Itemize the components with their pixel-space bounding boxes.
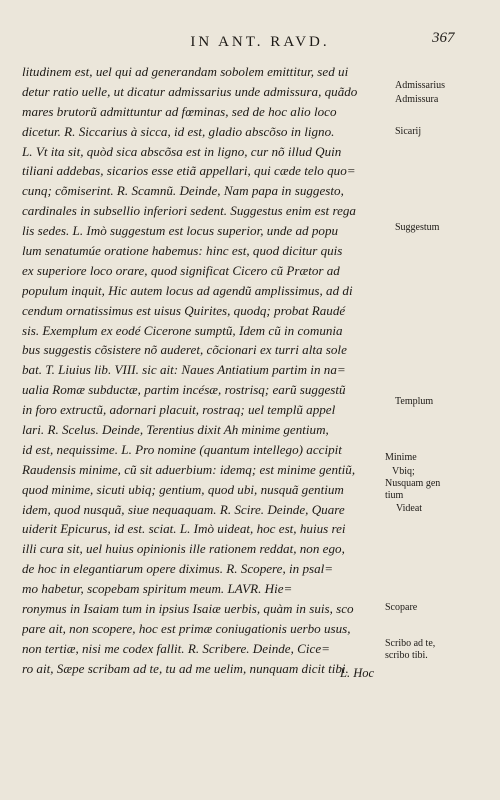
text-line: bat. T. Liuius lib. VIII. sic ait: Naues Antiatium partim in na= — [22, 362, 346, 378]
text-line: illi cura sit, uel huius opinionis ille rationem reddat, non ego, — [22, 541, 345, 557]
catchword: L. Hoc — [340, 666, 375, 680]
text-line: idem, quod nusquã, siue nequaquam. R. Scire. Deinde, Quare — [22, 501, 345, 517]
margin-note-scribo-ad-te: Scribo ad te, — [385, 638, 436, 649]
text-line: bus suggestis cõsistere nõ auderet, cõcionari ex turri alta sole — [22, 342, 347, 358]
text-line: cendum ornatissimus est uisus Quirites, quodq; probat Raudé — [22, 302, 346, 318]
text-line: sis. Exemplum ex eodé Cicerone sumptũ, Idem cũ in comunia — [22, 322, 343, 338]
text-line: L. Vt ita sit, quòd sica abscõsa est in ligno, cur nõ illud Quin — [22, 143, 342, 159]
text-line: pare ait, non scopere, hoc est primæ coniugationis uerbo usus, — [22, 620, 351, 636]
text-line: lum senatumúe oratione habemus: hinc est, quod dicitur quis — [22, 243, 343, 259]
text-line: lari. R. Scelus. Deinde, Terentius dixit Ah minime gentium, — [22, 422, 329, 438]
text-line: quod minime, sicuti ubiq; gentium, quod ubi, nusquã gentium — [22, 481, 344, 497]
margin-note-nusquam-gentium: Nusquam gen — [385, 478, 441, 489]
text-line: Raudensis minime, cũ sit aduerbium: idemq; est minime gentiũ, — [22, 461, 356, 477]
text-line: non tertiæ, nisi me codex fallit. R. Scribere. Deinde, Cice= — [22, 640, 330, 656]
text-line: cunq; cõmiserint. R. Scamnũ. Deinde, Nam papa in suggesto, — [22, 183, 344, 199]
margin-note-videat: Videat — [396, 503, 423, 514]
text-line: ualia Romæ subductæ, partim incésæ, rostrisq; earũ suggestũ — [22, 382, 346, 398]
text-line: de hoc in elegantiarum opere diximus. R. Scopere, in psal= — [22, 561, 334, 577]
running-title: IN ANT. RAVD. — [190, 34, 330, 50]
margin-note-templum: Templum — [395, 396, 434, 407]
margin-note-tium: tium — [385, 490, 404, 501]
text-line: cardinales in subsellio inferiori sedent. Suggestus enim est rega — [22, 203, 356, 219]
margin-note-scribo-tibi: scribo tibi. — [385, 650, 428, 661]
text-line: populum inquit, Hic autem locus ad agendũ amplissimus, ad di — [22, 282, 353, 298]
page-number: 367 — [432, 30, 455, 46]
margin-note-sicarij: Sicarij — [395, 126, 422, 137]
margin-note-minime: Minime — [385, 452, 417, 463]
text-line: mares brutorũ admittuntur ad fœminas, sed de hoc alio loco — [22, 103, 337, 119]
margin-note-ubique: Vbiq; — [392, 466, 415, 477]
text-line: ex superiore loco orare, quod significat Cicero cũ Prætor ad — [22, 262, 340, 278]
text-line: ronymus in Isaiam tum in ipsius Isaiæ uerbis, quàm in suis, sco — [22, 601, 354, 617]
text-line: detur ratio uelle, ut dicatur admissarius unde admissura, quãdo — [22, 83, 358, 99]
text-line: dicetur. R. Siccarius à sicca, id est, gladio abscõso in ligno. — [22, 123, 335, 139]
text-line: id est, nequissime. L. Pro nomine (quantum intellego) accipit — [22, 441, 342, 457]
text-line: uiderit Epicurus, id est. sciat. L. Imò uideat, hoc est, huius rei — [22, 521, 346, 537]
text-line: lis sedes. L. Imò suggestum est locus superior, unde ad popu — [22, 223, 339, 239]
margin-note-suggestum: Suggestum — [395, 222, 440, 233]
text-line: in foro extructũ, adornari placuit, rostraq; uel templũ appel — [22, 402, 336, 418]
text-line: mo habetur, scopebam spiritum meum. LAVR. Hie= — [22, 581, 293, 597]
margin-note-admissarius: Admissarius — [395, 80, 445, 91]
text-line: ro ait, Sæpe scribam ad te, tu ad me uelim, nunquam dicit tibi. — [22, 660, 349, 676]
text-line: tiliani addebas, sicarios esse etiã appellari, qui cæde telo quo= — [22, 163, 356, 179]
text-line: litudinem est, uel qui ad generandam sobolem emittitur, sed ui — [22, 64, 349, 79]
margin-note-scopare: Scopare — [385, 602, 418, 613]
margin-note-admissura: Admissura — [395, 94, 439, 105]
body-text — [22, 62, 394, 679]
